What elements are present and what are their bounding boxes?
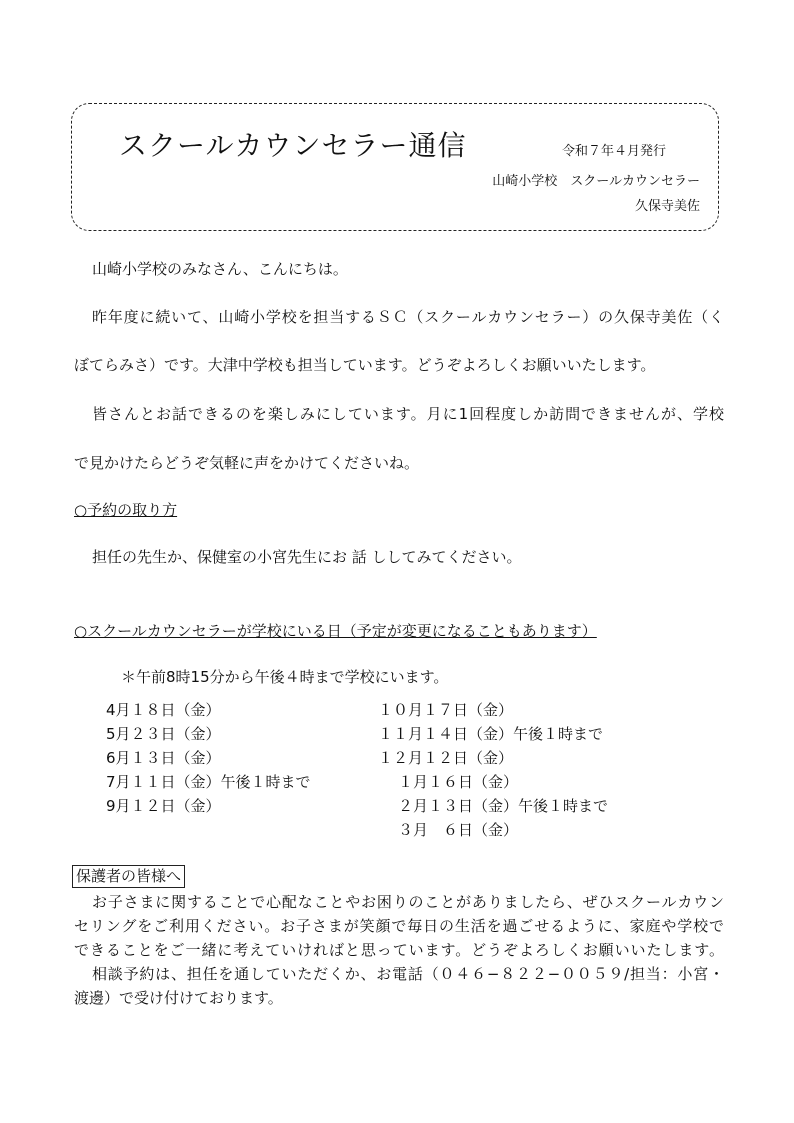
reservation-heading: ○予約の取り方	[74, 501, 178, 519]
schedule-date-right: １０月１７日（金）	[378, 701, 514, 719]
guardians-paragraph-1-line-2: セリングをご利用ください。お子さまが笑顔で毎日の生活を過ごせるように、家庭や学校で	[74, 917, 724, 935]
schedule-date-right: １月１６日（金）	[398, 773, 519, 791]
schedule-date-left: 6月１３日（金）	[106, 749, 221, 767]
newsletter-title: スクールカウンセラー通信	[119, 129, 467, 162]
greeting: 山崎小学校のみなさん、こんにちは。	[92, 260, 348, 278]
school-counselor-line: 山崎小学校 スクールカウンセラー	[492, 174, 700, 189]
schedule-date-right: ２月１３日（金）午後１時まで	[398, 797, 609, 815]
issue-date: 令和７年４月発行	[562, 144, 667, 159]
guardians-paragraph-1-line-1: お子さまに関することで心配なことやお困りのことがありましたら、ぜひスクールカウン	[92, 893, 724, 911]
author-name: 久保寺美佐	[634, 199, 700, 214]
schedule-date-right: １１月１４日（金）午後１時まで	[378, 725, 604, 743]
schedule-date-right: １２月１２日（金）	[378, 749, 514, 767]
intro-paragraph-1-line-1: 昨年度に続いて、山崎小学校を担当するＳＣ（スクールカウンセラー）の久保寺美佐（く	[92, 308, 724, 326]
intro-paragraph-2-line-2: で見かけたらどうぞ気軽に声をかけてくださいね。	[74, 454, 420, 472]
newsletter-header-box	[71, 103, 719, 231]
guardians-paragraph-2-line-1: 相談予約は、担任を通していただくか、お電話（０４６−８２２−００５９/担当：小宮・	[92, 965, 724, 983]
schedule-date-left: 4月１８日（金）	[106, 701, 221, 719]
guardians-paragraph-2-line-2: 渡邊）で受け付けております。	[74, 989, 283, 1007]
schedule-heading: ○スクールカウンセラーが学校にいる日（予定が変更になることもあります）	[74, 622, 597, 640]
schedule-date-left: 5月２３日（金）	[106, 725, 221, 743]
schedule-date-left: 9月１２日（金）	[106, 797, 221, 815]
schedule-date-right: ３月 ６日（金）	[398, 821, 519, 839]
intro-paragraph-2-line-1: 皆さんとお話できるのを楽しみにしています。月に1回程度しか訪問できませんが、学校	[92, 405, 724, 423]
schedule-date-left: 7月１１日（金）午後１時まで	[106, 773, 311, 791]
reservation-text: 担任の先生か、保健室の小宮先生にお 話 ししてみてください。	[92, 548, 522, 566]
intro-paragraph-1-line-2: ぼてらみさ）です。大津中学校も担当しています。どうぞよろしくお願いいたします。	[74, 356, 656, 374]
guardians-heading: 保護者の皆様へ	[72, 865, 185, 888]
schedule-note: ＊午前8時15分から午後４時まで学校にいます。	[121, 668, 449, 686]
guardians-paragraph-1-line-3: できることをご一緒に考えていければと思っています。どうぞよろしくお願いいたします。	[74, 941, 724, 959]
